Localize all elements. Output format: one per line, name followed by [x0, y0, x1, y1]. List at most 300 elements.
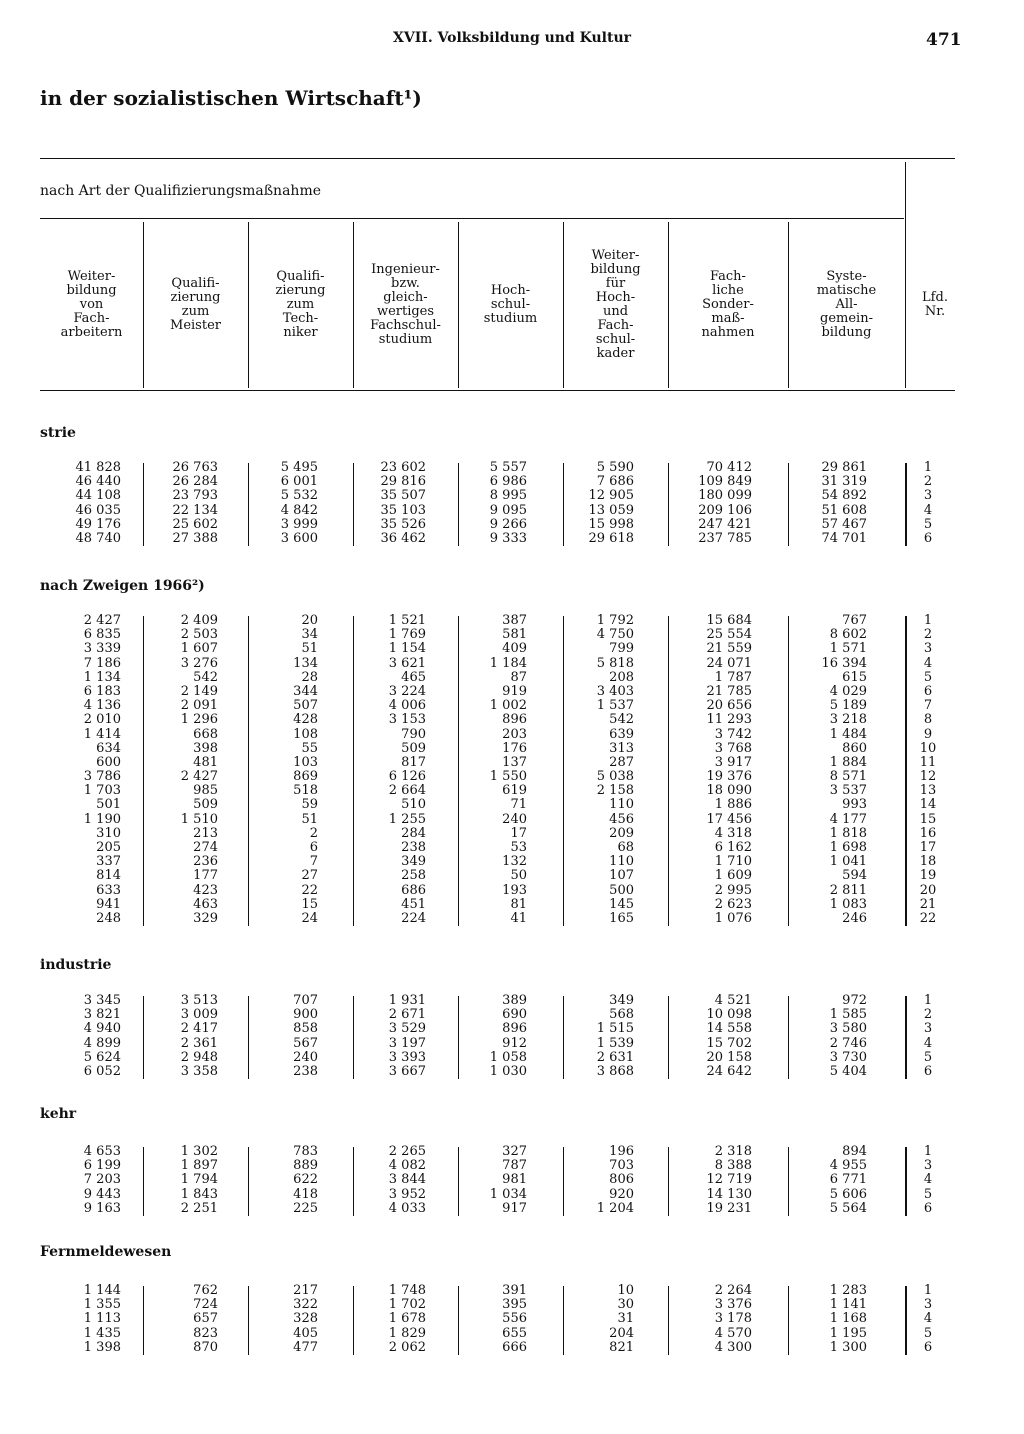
table-cell: 31 [617, 1311, 634, 1327]
group-header: nach Art der Qualifizierungsmaßnahme [40, 183, 321, 199]
value-column [787, 1284, 867, 1355]
table-cell: 29 618 [588, 530, 634, 546]
table-cell: 1 195 [829, 1325, 867, 1341]
table-cell: 107 [609, 868, 634, 884]
table-cell: 51 608 [821, 502, 867, 518]
column-separator [668, 1286, 669, 1355]
table-cell: 985 [193, 783, 218, 799]
table-cell: 1 703 [83, 783, 121, 799]
table-cell: 20 [919, 882, 937, 898]
table-cell: 19 376 [706, 769, 752, 785]
table-cell: 1 255 [388, 811, 426, 827]
table-cell: 1 154 [388, 641, 426, 657]
table-cell: 20 656 [706, 698, 752, 714]
table-cell: 327 [502, 1144, 527, 1159]
table-cell: 387 [502, 613, 527, 628]
table-cell: 46 035 [75, 502, 121, 518]
table-cell: 1 [923, 1283, 933, 1298]
table-cell: 1 515 [596, 1021, 634, 1037]
table-cell: 6 [923, 1063, 933, 1079]
table-cell: 6 986 [489, 474, 527, 490]
table-cell: 3 821 [83, 1007, 121, 1023]
table-cell: 21 [919, 896, 937, 912]
table-cell: 287 [609, 754, 634, 770]
column-header: Hoch- schul- studium [483, 283, 538, 326]
table-cell: 1 769 [388, 627, 426, 643]
table-cell: 6 126 [388, 769, 426, 785]
page-number: 471 [926, 30, 962, 50]
table-cell: 4 750 [596, 627, 634, 643]
table-cell: 44 108 [75, 488, 121, 504]
table-cell: 634 [96, 740, 121, 756]
table-cell: 18 090 [706, 783, 752, 799]
table-cell: 594 [842, 868, 867, 884]
table-cell: 208 [609, 669, 634, 685]
table-cell: 3 999 [280, 516, 318, 532]
value-column [138, 1145, 218, 1216]
table-cell: 217 [293, 1283, 318, 1298]
table-cell: 619 [502, 783, 527, 799]
table-cell: 510 [401, 797, 426, 813]
table-cell: 6 [923, 1339, 933, 1355]
table-cell: 12 905 [588, 488, 634, 504]
table-cell: 7 203 [83, 1172, 121, 1188]
table-cell: 395 [502, 1297, 527, 1313]
table-cell: 30 [617, 1297, 634, 1313]
table-cell: 5 038 [596, 769, 634, 785]
table-cell: 7 686 [596, 474, 634, 490]
table-cell: 1 [923, 1144, 933, 1159]
value-column [787, 614, 867, 926]
value-column [787, 1145, 867, 1216]
table-cell: 622 [293, 1172, 318, 1188]
table-cell: 15 [301, 896, 318, 912]
table-cell: 238 [293, 1063, 318, 1079]
table-cell: 2 091 [180, 698, 218, 714]
table-cell: 993 [842, 797, 867, 813]
table-cell: 1 [923, 613, 933, 628]
value-column [346, 461, 426, 546]
table-cell: 213 [193, 825, 218, 841]
table-cell: 313 [609, 740, 634, 756]
table-cell: 344 [293, 683, 318, 699]
table-cell: 900 [293, 1007, 318, 1023]
table-cell: 34 [301, 627, 318, 643]
table-cell: 3 009 [180, 1007, 218, 1023]
table-cell: 2 746 [829, 1035, 867, 1051]
value-column [346, 614, 426, 926]
table-cell: 418 [293, 1186, 318, 1202]
table-cell: 2 409 [180, 613, 218, 628]
table-cell: 22 [919, 910, 937, 926]
table-cell: 236 [193, 854, 218, 870]
table-cell: 8 [923, 712, 933, 728]
table-cell: 2 417 [180, 1021, 218, 1037]
table-cell: 70 412 [706, 460, 752, 475]
table-cell: 1 302 [180, 1144, 218, 1159]
table-cell: 3 153 [388, 712, 426, 728]
table-cell: 18 [919, 854, 937, 870]
table-cell: 247 421 [698, 516, 752, 532]
table-cell: 869 [293, 769, 318, 785]
table-cell: 322 [293, 1297, 318, 1313]
table-cell: 912 [502, 1035, 527, 1051]
value-column [138, 994, 218, 1079]
table-cell: 3 600 [280, 530, 318, 546]
table-cell: 870 [193, 1339, 218, 1355]
column-header: Lfd. Nr. [922, 290, 948, 319]
table-cell: 6 [923, 1200, 933, 1216]
table-cell: 1 002 [489, 698, 527, 714]
table-cell: 238 [401, 840, 426, 855]
table-cell: 41 [510, 910, 527, 926]
column-header: Qualifi- zierung zum Meister [170, 276, 221, 333]
table-cell: 981 [502, 1172, 527, 1188]
table-cell: 4 955 [829, 1158, 867, 1174]
value-column [346, 994, 426, 1079]
table-cell: 655 [502, 1325, 527, 1341]
top-rule [40, 158, 955, 159]
lfd-number-column [916, 994, 940, 1079]
table-cell: 1 702 [388, 1297, 426, 1313]
table-cell: 8 388 [714, 1158, 752, 1174]
table-cell: 639 [609, 726, 634, 742]
table-cell: 1 792 [596, 613, 634, 628]
table-cell: 4 [923, 1035, 933, 1051]
table-cell: 2 948 [180, 1049, 218, 1065]
table-cell: 2 158 [596, 783, 634, 799]
table-cell: 1 190 [83, 811, 121, 827]
table-cell: 203 [502, 726, 527, 742]
table-cell: 2 264 [714, 1283, 752, 1298]
table-cell: 1 204 [596, 1200, 634, 1216]
table-cell: 3 358 [180, 1063, 218, 1079]
table-cell: 6 835 [83, 627, 121, 643]
table-cell: 137 [502, 754, 527, 770]
chapter-header: XVII. Volksbildung und Kultur [393, 30, 632, 46]
table-cell: 4 [923, 1311, 933, 1327]
table-cell: 633 [96, 882, 121, 898]
table-cell: 5 557 [489, 460, 527, 475]
table-cell: 6 001 [280, 474, 318, 490]
table-cell: 896 [502, 712, 527, 728]
value-column [41, 994, 121, 1079]
value-column [238, 461, 318, 546]
table-cell: 1 539 [596, 1035, 634, 1051]
table-cell: 5 624 [83, 1049, 121, 1065]
table-cell: 3 621 [388, 655, 426, 671]
table-cell: 423 [193, 882, 218, 898]
table-cell: 180 099 [698, 488, 752, 504]
table-cell: 1 510 [180, 811, 218, 827]
value-column [447, 1284, 527, 1355]
value-column [447, 614, 527, 926]
table-cell: 5 606 [829, 1186, 867, 1202]
table-cell: 1 678 [388, 1311, 426, 1327]
table-cell: 274 [193, 840, 218, 855]
table-cell: 507 [293, 698, 318, 714]
table-cell: 176 [502, 740, 527, 756]
table-cell: 889 [293, 1158, 318, 1174]
table-cell: 87 [510, 669, 527, 685]
table-cell: 3 224 [388, 683, 426, 699]
table-cell: 12 719 [706, 1172, 752, 1188]
table-cell: 860 [842, 740, 867, 756]
table-cell: 4 029 [829, 683, 867, 699]
table-cell: 2 062 [388, 1339, 426, 1355]
value-column [346, 1145, 426, 1216]
table-cell: 14 130 [706, 1186, 752, 1202]
table-cell: 21 559 [706, 641, 752, 657]
table-cell: 145 [609, 896, 634, 912]
table-cell: 4 940 [83, 1021, 121, 1037]
table-cell: 310 [96, 825, 121, 841]
table-cell: 225 [293, 1200, 318, 1216]
table-cell: 2 [923, 474, 933, 490]
table-cell: 108 [293, 726, 318, 742]
table-cell: 10 098 [706, 1007, 752, 1023]
table-cell: 1 818 [829, 825, 867, 841]
table-cell: 248 [96, 910, 121, 926]
table-cell: 328 [293, 1311, 318, 1327]
value-column [346, 1284, 426, 1355]
table-cell: 790 [401, 726, 426, 742]
column-separator [668, 996, 669, 1079]
table-cell: 463 [193, 896, 218, 912]
table-cell: 5 564 [829, 1200, 867, 1216]
value-column [787, 461, 867, 546]
table-cell: 5 [923, 1049, 933, 1065]
table-cell: 1 134 [83, 669, 121, 685]
table-cell: 1 398 [83, 1339, 121, 1355]
table-cell: 6 183 [83, 683, 121, 699]
table-cell: 917 [502, 1200, 527, 1216]
table-cell: 823 [193, 1325, 218, 1341]
value-column [554, 994, 634, 1079]
table-cell: 134 [293, 655, 318, 671]
table-cell: 103 [293, 754, 318, 770]
column-header: Weiter- bildung für Hoch- und Fach- schul- kader [590, 248, 641, 361]
table-cell: 9 266 [489, 516, 527, 532]
table-cell: 568 [609, 1007, 634, 1023]
table-cell: 787 [502, 1158, 527, 1174]
table-cell: 3 730 [829, 1049, 867, 1065]
table-cell: 9 [923, 726, 933, 742]
table-cell: 11 [919, 754, 937, 770]
table-cell: 35 103 [380, 502, 426, 518]
table-cell: 428 [293, 712, 318, 728]
table-cell: 600 [96, 754, 121, 770]
table-cell: 3 403 [596, 683, 634, 699]
table-cell: 6 771 [829, 1172, 867, 1188]
table-cell: 1 571 [829, 641, 867, 657]
table-cell: 74 701 [821, 530, 867, 546]
table-cell: 177 [193, 868, 218, 884]
table-cell: 3 513 [180, 993, 218, 1008]
header-bottom-rule [40, 390, 955, 391]
table-cell: 1 296 [180, 712, 218, 728]
table-cell: 4 [923, 502, 933, 518]
table-cell: 3 376 [714, 1297, 752, 1313]
table-cell: 2 318 [714, 1144, 752, 1159]
table-cell: 3 529 [388, 1021, 426, 1037]
table-cell: 14 558 [706, 1021, 752, 1037]
table-cell: 35 507 [380, 488, 426, 504]
table-cell: 2 265 [388, 1144, 426, 1159]
table-cell: 1 710 [714, 854, 752, 870]
table-cell: 2 [923, 627, 933, 643]
table-cell: 2 010 [83, 712, 121, 728]
table-cell: 5 [923, 669, 933, 685]
lfd-separator [905, 1286, 907, 1355]
table-cell: 3 393 [388, 1049, 426, 1065]
table-cell: 1 283 [829, 1283, 867, 1298]
table-cell: 1 748 [388, 1283, 426, 1298]
table-cell: 3 [923, 1158, 933, 1174]
table-cell: 240 [293, 1049, 318, 1065]
table-cell: 41 828 [75, 460, 121, 475]
table-cell: 806 [609, 1172, 634, 1188]
table-cell: 4 [923, 1172, 933, 1188]
table-cell: 690 [502, 1007, 527, 1023]
table-cell: 4 006 [388, 698, 426, 714]
value-column [447, 1145, 527, 1216]
table-cell: 1 058 [489, 1049, 527, 1065]
section-title: industrie [40, 957, 112, 973]
table-cell: 1 [923, 460, 933, 475]
table-cell: 821 [609, 1339, 634, 1355]
lfd-number-column [916, 614, 940, 926]
table-cell: 3 742 [714, 726, 752, 742]
value-column [238, 614, 318, 926]
table-cell: 337 [96, 854, 121, 870]
value-column [554, 1284, 634, 1355]
group-rule [40, 218, 904, 219]
table-cell: 6 [923, 683, 933, 699]
table-cell: 3 197 [388, 1035, 426, 1051]
table-cell: 2 623 [714, 896, 752, 912]
table-cell: 110 [609, 854, 634, 870]
table-cell: 8 995 [489, 488, 527, 504]
table-cell: 409 [502, 641, 527, 657]
table-cell: 542 [193, 669, 218, 685]
table-cell: 3 [923, 641, 933, 657]
table-cell: 1 537 [596, 698, 634, 714]
table-cell: 24 642 [706, 1063, 752, 1079]
table-cell: 17 456 [706, 811, 752, 827]
table-cell: 27 [301, 868, 318, 884]
table-cell: 1 184 [489, 655, 527, 671]
table-cell: 1 113 [83, 1311, 121, 1327]
table-cell: 465 [401, 669, 426, 685]
table-cell: 783 [293, 1144, 318, 1159]
value-column [672, 1284, 752, 1355]
table-cell: 3 178 [714, 1311, 752, 1327]
value-column [238, 1284, 318, 1355]
table-cell: 2 664 [388, 783, 426, 799]
table-cell: 668 [193, 726, 218, 742]
table-cell: 71 [510, 797, 527, 813]
table-cell: 1 355 [83, 1297, 121, 1313]
table-cell: 542 [609, 712, 634, 728]
table-cell: 2 251 [180, 1200, 218, 1216]
table-cell: 1 034 [489, 1186, 527, 1202]
table-cell: 509 [193, 797, 218, 813]
column-header: Weiter- bildung von Fach- arbeitern [60, 269, 123, 340]
section-title: nach Zweigen 1966²) [40, 578, 205, 594]
table-cell: 799 [609, 641, 634, 657]
value-column [138, 1284, 218, 1355]
table-cell: 15 684 [706, 613, 752, 628]
column-header: Ingenieur- bzw. gleich- wertiges Fachschul- studium [370, 262, 441, 347]
table-cell: 5 590 [596, 460, 634, 475]
table-cell: 3 [923, 1021, 933, 1037]
table-cell: 29 816 [380, 474, 426, 490]
table-cell: 724 [193, 1297, 218, 1313]
table-cell: 3 786 [83, 769, 121, 785]
value-column [238, 994, 318, 1079]
table-cell: 20 [301, 613, 318, 628]
table-cell: 36 462 [380, 530, 426, 546]
table-cell: 2 [309, 825, 318, 841]
table-cell: 329 [193, 910, 218, 926]
table-cell: 1 843 [180, 1186, 218, 1202]
column-header: Syste- matische All- gemein- bildung [816, 269, 877, 340]
table-cell: 28 [301, 669, 318, 685]
table-cell: 9 333 [489, 530, 527, 546]
table-cell: 10 [919, 740, 937, 756]
table-cell: 5 404 [829, 1063, 867, 1079]
table-cell: 1 083 [829, 896, 867, 912]
table-cell: 23 793 [172, 488, 218, 504]
table-cell: 3 844 [388, 1172, 426, 1188]
table-cell: 3 952 [388, 1186, 426, 1202]
table-cell: 23 602 [380, 460, 426, 475]
table-cell: 500 [609, 882, 634, 898]
table-cell: 1 168 [829, 1311, 867, 1327]
table-cell: 5 [923, 1325, 933, 1341]
table-cell: 1 076 [714, 910, 752, 926]
table-cell: 13 [919, 783, 937, 799]
column-separator [668, 616, 669, 926]
table-cell: 68 [617, 840, 634, 855]
table-cell: 209 106 [698, 502, 752, 518]
table-cell: 349 [401, 854, 426, 870]
value-column [41, 1284, 121, 1355]
value-column [41, 1145, 121, 1216]
table-cell: 1 041 [829, 854, 867, 870]
table-cell: 81 [510, 896, 527, 912]
table-cell: 817 [401, 754, 426, 770]
table-cell: 7 [309, 854, 318, 870]
table-cell: 2 361 [180, 1035, 218, 1051]
lfd-separator [905, 1147, 907, 1216]
table-cell: 5 532 [280, 488, 318, 504]
table-cell: 4 177 [829, 811, 867, 827]
table-cell: 481 [193, 754, 218, 770]
lfd-number-column [916, 1145, 940, 1216]
table-cell: 9 163 [83, 1200, 121, 1216]
table-cell: 814 [96, 868, 121, 884]
table-cell: 193 [502, 882, 527, 898]
table-cell: 1 484 [829, 726, 867, 742]
table-cell: 4 033 [388, 1200, 426, 1216]
table-cell: 4 521 [714, 993, 752, 1008]
table-cell: 7 [923, 698, 933, 714]
table-cell: 405 [293, 1325, 318, 1341]
table-cell: 57 467 [821, 516, 867, 532]
table-cell: 54 892 [821, 488, 867, 504]
